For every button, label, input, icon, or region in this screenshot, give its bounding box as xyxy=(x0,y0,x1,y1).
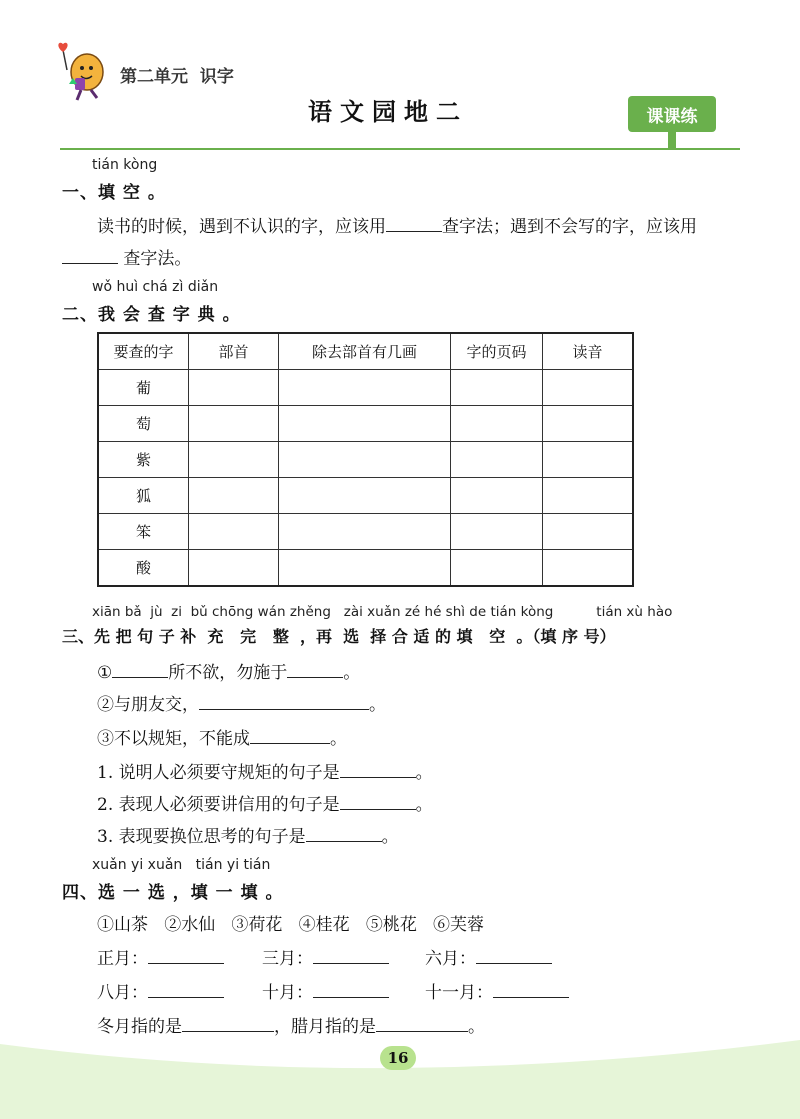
answer-cell[interactable] xyxy=(189,442,279,478)
question-1 xyxy=(97,658,360,683)
answer-cell[interactable] xyxy=(189,406,279,442)
q3-text: ③不以规矩，不能成 xyxy=(97,729,250,749)
blank-field[interactable] xyxy=(306,824,382,842)
blank-field[interactable] xyxy=(250,726,330,744)
answer-cell[interactable] xyxy=(543,370,634,406)
month-11 xyxy=(425,978,569,1003)
answer-cell[interactable] xyxy=(451,514,543,550)
blank-field[interactable] xyxy=(340,760,416,778)
blank-field[interactable] xyxy=(112,660,168,678)
question-3 xyxy=(97,724,347,749)
answer-cell[interactable] xyxy=(451,550,543,587)
blank-field[interactable] xyxy=(199,692,369,710)
answer-cell[interactable] xyxy=(543,442,634,478)
q3-end: 。 xyxy=(330,729,347,749)
table-row xyxy=(98,550,633,587)
answer-cell[interactable] xyxy=(279,550,451,587)
answer-cell[interactable] xyxy=(451,406,543,442)
answer-cell[interactable] xyxy=(543,514,634,550)
column-header: 读音 xyxy=(543,333,634,370)
section1-text-a: 读书的时候，遇到不认识的字，应该用 xyxy=(97,217,386,237)
month-label: 六月： xyxy=(425,949,476,969)
table-row xyxy=(98,370,633,406)
page-number: 16 xyxy=(380,1046,416,1070)
blank-field[interactable] xyxy=(148,946,224,964)
answer-cell[interactable] xyxy=(189,478,279,514)
month-label: 正月： xyxy=(97,949,148,969)
winter-text-c: 。 xyxy=(468,1017,485,1037)
dictionary-table xyxy=(97,332,634,587)
s3-text: 3. 表现要换位思考的句子是 xyxy=(97,827,306,847)
column-header: 除去部首有几画 xyxy=(279,333,451,370)
answer-cell[interactable] xyxy=(451,478,543,514)
blank-field[interactable] xyxy=(287,660,343,678)
answer-cell[interactable] xyxy=(543,478,634,514)
answer-cell[interactable] xyxy=(279,370,451,406)
month-6 xyxy=(425,944,552,969)
blank-field[interactable] xyxy=(476,946,552,964)
character-cell: 紫 xyxy=(98,442,189,478)
lesson-badge: 课课练 xyxy=(628,96,716,132)
answer-cell[interactable] xyxy=(189,370,279,406)
column-header: 字的页码 xyxy=(451,333,543,370)
answer-cell[interactable] xyxy=(279,406,451,442)
unit-title: 第二单元 识字 xyxy=(120,67,234,87)
blank-field[interactable] xyxy=(493,980,569,998)
character-cell: 狐 xyxy=(98,478,189,514)
q2-end: 。 xyxy=(369,695,386,715)
header-divider xyxy=(60,148,740,150)
section1-pinyin: tián kòng xyxy=(92,157,158,173)
column-header: 要查的字 xyxy=(98,333,189,370)
month-8 xyxy=(97,978,224,1003)
month-10 xyxy=(262,978,389,1003)
answer-cell[interactable] xyxy=(189,514,279,550)
section1-text-c: 查字法。 xyxy=(123,249,192,269)
section1-line1 xyxy=(97,212,697,237)
section3-pinyin: xiān bǎ jù zi bǔ chōng wán zhěng zài xuǎn zé hé shì de tián kòng tián xù hào xyxy=(92,604,673,620)
table-row xyxy=(98,442,633,478)
section2-pinyin: wǒ huì chá zì diǎn xyxy=(92,279,219,295)
answer-cell[interactable] xyxy=(189,550,279,587)
character-cell: 笨 xyxy=(98,514,189,550)
sentence-2 xyxy=(97,790,433,815)
blank-field[interactable] xyxy=(313,946,389,964)
blank-field[interactable] xyxy=(148,980,224,998)
month-label: 十月： xyxy=(262,983,313,1003)
answer-cell[interactable] xyxy=(279,442,451,478)
month-label: 三月： xyxy=(262,949,313,969)
character-cell: 萄 xyxy=(98,406,189,442)
q1-number: ① xyxy=(97,663,113,683)
blank-field[interactable] xyxy=(313,980,389,998)
winter-text-a: 冬月指的是 xyxy=(97,1017,182,1037)
winter-text-b: ，腊月指的是 xyxy=(274,1017,376,1037)
q1-end: 。 xyxy=(343,663,361,683)
s1-text: 1. 说明人必须要守规矩的句子是 xyxy=(97,763,340,783)
question-2 xyxy=(97,690,386,715)
answer-cell[interactable] xyxy=(543,550,634,587)
flower-options: ①山茶 ②水仙 ③荷花 ④桂花 ⑤桃花 ⑥芙蓉 xyxy=(97,915,485,935)
table-row xyxy=(98,514,633,550)
mascot-icon xyxy=(55,40,115,102)
blank-field[interactable] xyxy=(62,246,118,264)
section4-pinyin: xuǎn yi xuǎn tián yi tián xyxy=(92,857,271,873)
table-row xyxy=(98,478,633,514)
q2-text: ②与朋友交， xyxy=(97,695,199,715)
section1-heading: 一、填 空 。 xyxy=(62,183,166,203)
s2-end: 。 xyxy=(415,795,433,815)
answer-cell[interactable] xyxy=(451,442,543,478)
month-label: 十一月： xyxy=(425,983,493,1003)
section4-heading: 四、选 一 选 ，填 一 填 。 xyxy=(62,883,284,903)
table-header-row xyxy=(98,333,633,370)
answer-cell[interactable] xyxy=(279,478,451,514)
section3-heading: 三、先 把 句 子 补 充 完 整 ，再 选 择 合 适 的 填 空 。（填 序 号） xyxy=(62,627,616,646)
sentence-3 xyxy=(97,822,399,847)
month-1 xyxy=(97,944,224,969)
character-cell: 酸 xyxy=(98,550,189,587)
s2-text: 2. 表现人必须要讲信用的句子是 xyxy=(97,795,340,815)
footer-wave xyxy=(0,1030,800,1119)
column-header: 部首 xyxy=(189,333,279,370)
section2-heading: 二、我 会 查 字 典 。 xyxy=(62,305,241,325)
blank-field[interactable] xyxy=(340,792,416,810)
table-row xyxy=(98,406,633,442)
page-title: 语文园地二 xyxy=(308,98,468,126)
q1-text: 所不欲，勿施于 xyxy=(168,663,288,683)
month-3 xyxy=(262,944,389,969)
character-cell: 葡 xyxy=(98,370,189,406)
answer-cell[interactable] xyxy=(279,514,451,550)
blank-field[interactable] xyxy=(386,214,442,232)
month-label: 八月： xyxy=(97,983,148,1003)
answer-cell[interactable] xyxy=(543,406,634,442)
section1-text-b: 查字法；遇到不会写的字，应该用 xyxy=(442,217,697,237)
s3-end: 。 xyxy=(381,827,399,847)
sentence-1 xyxy=(97,758,433,783)
answer-cell[interactable] xyxy=(451,370,543,406)
s1-end: 。 xyxy=(415,763,433,783)
section1-line2 xyxy=(62,244,191,269)
